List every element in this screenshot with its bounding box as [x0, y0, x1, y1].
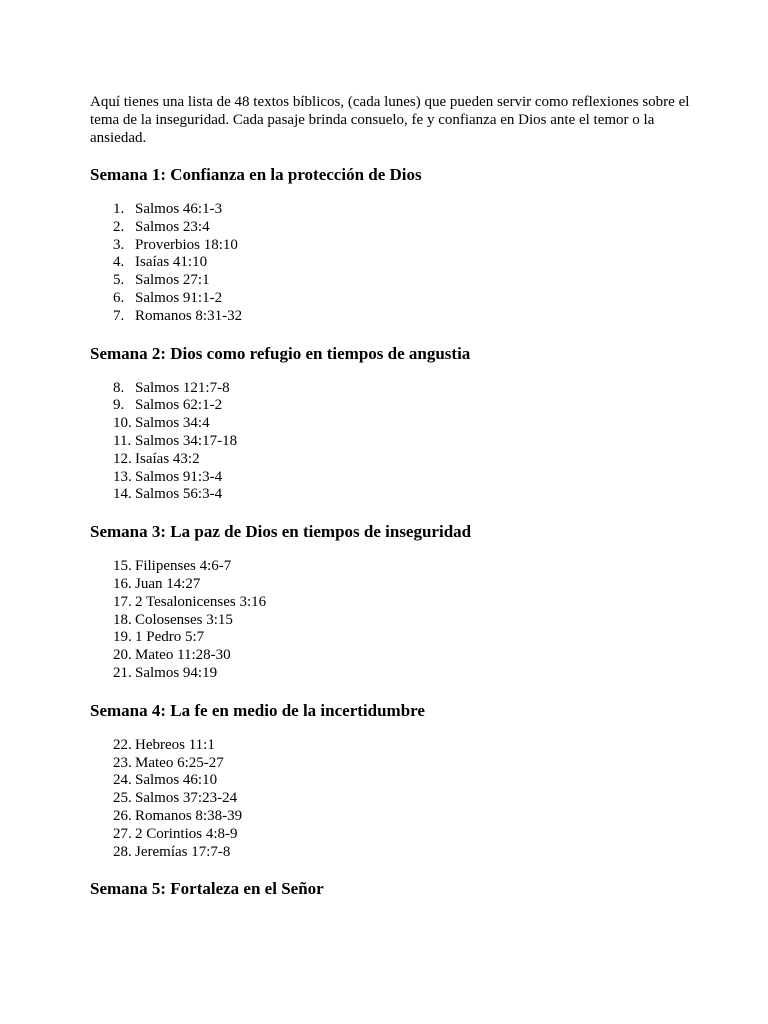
list-item [90, 629, 690, 647]
list-item [90, 272, 690, 290]
bible-reference: Juan 14:27 [135, 575, 201, 592]
bible-reference: Romanos 8:31-32 [135, 307, 243, 324]
item-number: 3. [113, 236, 125, 253]
item-number: 10. [113, 415, 132, 432]
item-number: 11. [113, 432, 132, 449]
reference-list [90, 558, 690, 683]
list-item [90, 254, 690, 272]
item-number: 6. [113, 289, 125, 306]
list-item [90, 594, 690, 612]
item-number: 16. [113, 575, 132, 592]
list-item [90, 486, 690, 504]
item-number: 9. [113, 397, 125, 414]
item-number: 2. [113, 218, 125, 235]
list-item [90, 665, 690, 683]
bible-reference: Isaías 41:10 [135, 254, 208, 271]
list-item [90, 772, 690, 790]
bible-reference: Jeremías 17:7-8 [135, 843, 231, 860]
list-item [90, 612, 690, 630]
intro-paragraph: Aquí tienes una lista de 48 textos bíblicos, (cada lunes) que pueden servir como reflexiones sobre el tema de la inseguridad. Cada pasaje brinda consuelo, fe y confianza en Dios ante el temor o la ansiedad. [90, 94, 690, 146]
week-section-3 [90, 522, 690, 683]
bible-reference: Colosenses 3:15 [135, 611, 233, 628]
bible-reference: Salmos 91:1-2 [135, 289, 223, 306]
item-number: 23. [113, 754, 132, 771]
list-item [90, 755, 690, 773]
bible-reference: 2 Corintios 4:8-9 [135, 825, 238, 842]
week-section-4 [90, 701, 690, 862]
week-heading: Semana 2: Dios como refugio en tiempos de angustia [90, 343, 471, 363]
bible-reference: Salmos 46:10 [135, 772, 218, 789]
bible-reference: Salmos 91:3-4 [135, 468, 223, 485]
item-number: 4. [113, 254, 125, 271]
week-heading: Semana 3: La paz de Dios en tiempos de inseguridad [90, 522, 472, 542]
list-item [90, 844, 690, 862]
item-number: 19. [113, 629, 132, 646]
item-number: 14. [113, 486, 132, 503]
bible-reference: Mateo 6:25-27 [135, 754, 224, 771]
bible-reference: Proverbios 18:10 [135, 236, 238, 253]
list-item [90, 790, 690, 808]
week-section-2 [90, 344, 690, 505]
bible-reference: Salmos 94:19 [135, 664, 218, 681]
week-heading: Semana 5: Fortaleza en el Señor [90, 879, 324, 899]
reference-list [90, 737, 690, 862]
week-heading: Semana 4: La fe en medio de la incertidumbre [90, 700, 425, 720]
item-number: 25. [113, 790, 132, 807]
bible-reference: 2 Tesalonicenses 3:16 [135, 593, 267, 610]
item-number: 13. [113, 468, 132, 485]
bible-reference: Salmos 34:17-18 [135, 432, 238, 449]
bible-reference: Salmos 34:4 [135, 415, 210, 432]
item-number: 20. [113, 647, 132, 664]
list-item [90, 219, 690, 237]
list-item [90, 558, 690, 576]
list-item [90, 451, 690, 469]
item-number: 28. [113, 843, 132, 860]
list-item [90, 737, 690, 755]
bible-reference: Isaías 43:2 [135, 450, 200, 467]
item-number: 12. [113, 450, 132, 467]
bible-reference: Salmos 56:3-4 [135, 486, 223, 503]
bible-reference: Salmos 46:1-3 [135, 201, 223, 217]
item-number: 26. [113, 807, 132, 824]
list-item [90, 397, 690, 415]
item-number: 27. [113, 825, 132, 842]
item-number: 7. [113, 307, 125, 324]
item-number: 15. [113, 558, 132, 575]
reference-list [90, 201, 690, 326]
item-number: 1. [113, 201, 125, 217]
reference-list [90, 380, 690, 505]
item-number: 8. [113, 379, 125, 396]
list-item [90, 237, 690, 255]
bible-reference: Salmos 27:1 [135, 272, 210, 289]
bible-reference: 1 Pedro 5:7 [135, 629, 205, 646]
week-section-1 [90, 165, 690, 326]
list-item [90, 201, 690, 219]
week-section-5 [90, 879, 690, 899]
document-page [90, 93, 690, 899]
bible-reference: Salmos 37:23-24 [135, 790, 238, 807]
list-item [90, 808, 690, 826]
list-item [90, 433, 690, 451]
bible-reference: Filipenses 4:6-7 [135, 558, 232, 575]
item-number: 5. [113, 272, 125, 289]
list-item [90, 469, 690, 487]
list-item [90, 576, 690, 594]
list-item [90, 380, 690, 398]
item-number: 22. [113, 736, 132, 753]
bible-reference: Salmos 121:7-8 [135, 379, 230, 396]
item-number: 18. [113, 611, 132, 628]
bible-reference: Salmos 23:4 [135, 218, 210, 235]
list-item [90, 647, 690, 665]
weeks-container [90, 165, 690, 899]
item-number: 17. [113, 593, 132, 610]
bible-reference: Hebreos 11:1 [135, 736, 215, 753]
bible-reference: Romanos 8:38-39 [135, 807, 243, 824]
item-number: 24. [113, 772, 132, 789]
week-heading: Semana 1: Confianza en la protección de Dios [90, 165, 422, 184]
list-item [90, 415, 690, 433]
bible-reference: Mateo 11:28-30 [135, 647, 231, 664]
list-item [90, 826, 690, 844]
list-item [90, 308, 690, 326]
bible-reference: Salmos 62:1-2 [135, 397, 223, 414]
list-item [90, 290, 690, 308]
item-number: 21. [113, 664, 132, 681]
